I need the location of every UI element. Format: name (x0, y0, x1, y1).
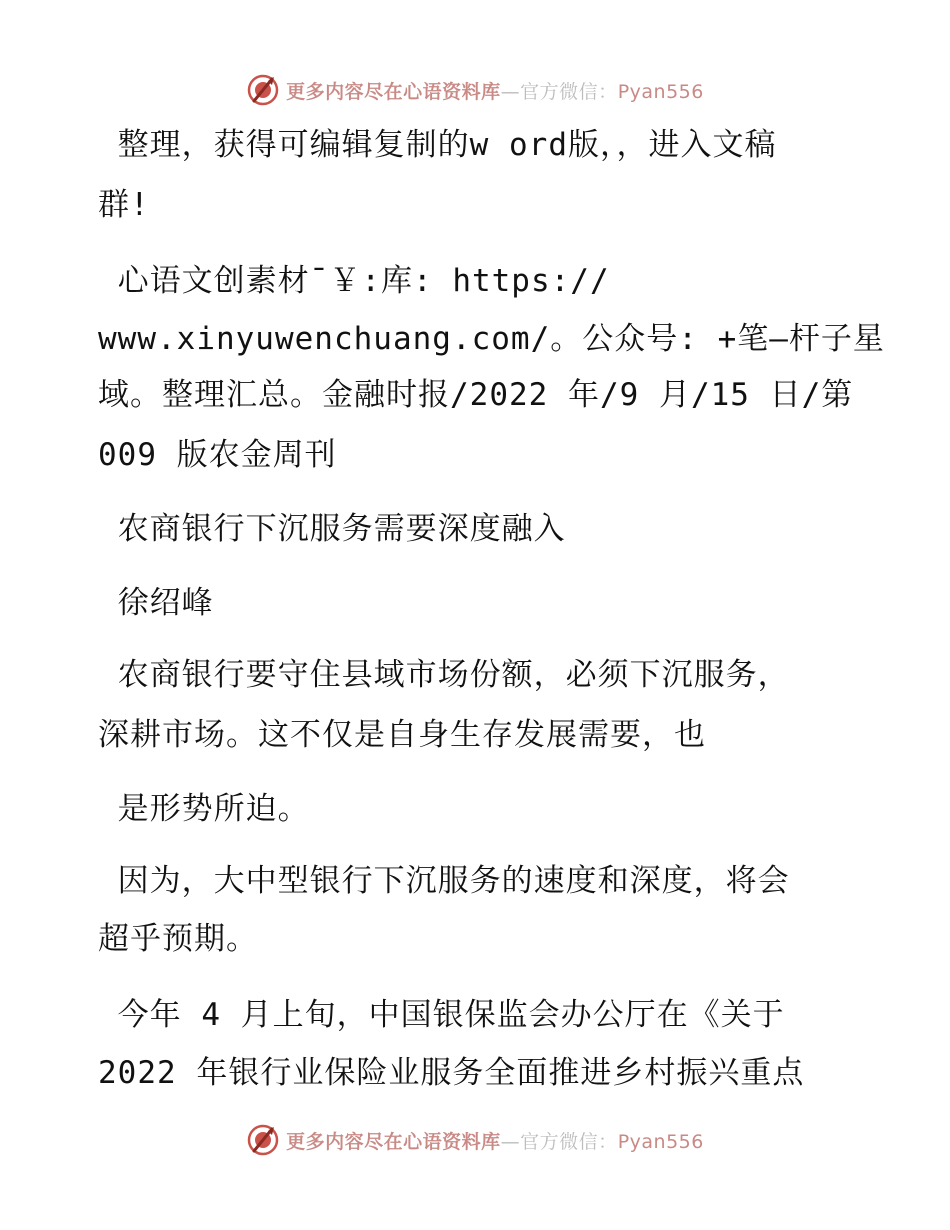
text-line: 2022 年银行业保险业服务全面推进乡村振兴重点 (98, 1055, 805, 1091)
quill-pen-seal-icon (246, 73, 280, 107)
article-title: 农商银行下沉服务需要深度融入 (98, 511, 566, 547)
watermark-main-text: 更多内容尽在心语资料库 (286, 80, 501, 103)
watermark-wechat-id: Pyan556 (617, 80, 704, 103)
watermark-sub-text: 官方微信： (520, 80, 618, 103)
text-line: 深耕市场。这不仅是自身生存发展需要，也 (98, 717, 706, 753)
watermark-footer (0, 1122, 950, 1158)
watermark-sub-text: 官方微信： (520, 1130, 618, 1153)
text-line: 是形势所迫。 (98, 791, 310, 827)
watermark-text (286, 77, 704, 104)
watermark-text (286, 1127, 704, 1154)
watermark-wechat-id: Pyan556 (617, 1130, 704, 1153)
text-line: 今年 4 月上旬，中国银保监会办公厅在《关于 (98, 997, 785, 1033)
text-line: 整理，获得可编辑复制的w ord版，，进入文稿 (98, 127, 777, 163)
text-line: 农商银行要守住县域市场份额，必须下沉服务， (98, 657, 790, 693)
text-line: www.xinyuwenchuang.com/。公众号: +笔—杆子星 (98, 321, 885, 357)
text-line: 心语文创素材¯￥:库: https:// (98, 263, 610, 299)
watermark-dash: — (500, 1130, 521, 1153)
text-line: 009 版农金周刊 (98, 437, 337, 473)
text-line: 群! (98, 187, 150, 223)
watermark-dash: — (500, 80, 521, 103)
text-line: 域。整理汇总。金融时报/2022 年/9 月/15 日/第 (98, 377, 854, 413)
watermark-header (0, 72, 950, 108)
quill-pen-seal-icon (246, 1123, 280, 1157)
text-line: 因为，大中型银行下沉服务的速度和深度，将会 (98, 863, 790, 899)
article-author: 徐绍峰 (98, 585, 214, 621)
watermark-main-text: 更多内容尽在心语资料库 (286, 1130, 501, 1153)
text-line: 超乎预期。 (98, 921, 258, 957)
